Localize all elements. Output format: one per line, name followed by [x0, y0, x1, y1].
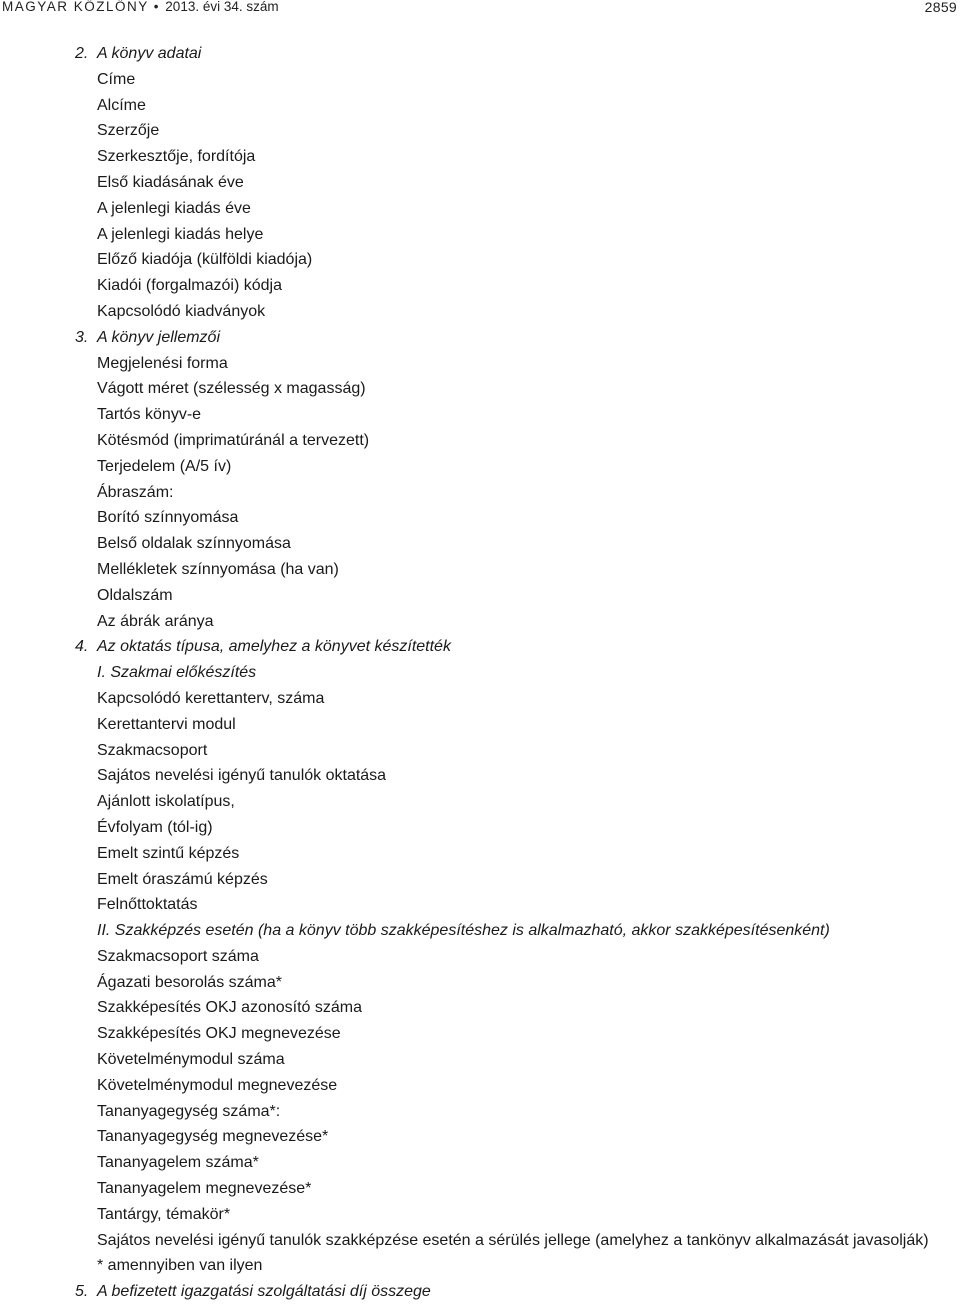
field-label: Mellékletek színnyomása (ha van) [97, 560, 339, 578]
field-label: Ajánlott iskolatípus, [97, 793, 235, 811]
section-heading [75, 918, 955, 944]
field-label: Kapcsolódó kerettanterv, száma [97, 689, 325, 707]
section-number: 2. [75, 45, 89, 62]
section-title: I. Szakmai előkészítés [97, 664, 257, 682]
field-label: Emelt szintű képzés [97, 844, 240, 862]
field-label: Követelménymodul megnevezése [97, 1076, 338, 1094]
field-label: Szakmacsoport száma [97, 947, 259, 965]
field-label: Borító színnyomása [97, 509, 239, 527]
field-label: Tartós könyv-e [97, 406, 202, 424]
field-label: Belső oldalak színnyomása [97, 535, 291, 553]
field-label: Vágott méret (szélesség x magasság) [97, 380, 366, 398]
bullet-separator: • [153, 0, 161, 14]
section-title: II. Szakképzés esetén (ha a könyv több szakképesítéshez is alkalmazható, akkor szakképesítésenként) [97, 922, 830, 940]
field-label: Szakképesítés OKJ megnevezése [97, 1025, 341, 1043]
field-label: Emelt óraszámú képzés [97, 870, 268, 888]
section-number: 5. [75, 1283, 89, 1301]
section-heading [75, 634, 955, 660]
document-body [75, 41, 955, 1305]
field-label: Terjedelem (A/5 ív) [97, 457, 232, 475]
field-label: Címe [97, 70, 136, 88]
field-label: Szerzője [97, 122, 160, 140]
field-label: Oldalszám [97, 586, 173, 604]
field-label: Szerkesztője, fordítója [97, 148, 256, 166]
section-number: 3. [75, 328, 89, 346]
page-header [0, 0, 960, 16]
field-label: Szakmacsoport [97, 741, 208, 759]
section-title: Az oktatás típusa, amelyhez a könyvet készítették [97, 638, 451, 656]
section-title: A befizetett igazgatási szolgáltatási díj összege [97, 1283, 431, 1301]
field-label: Alcíme [97, 96, 146, 114]
field-label: Kiadói (forgalmazói) kódja [97, 277, 282, 295]
field-label: Első kiadásának éve [97, 173, 244, 191]
field-label: A jelenlegi kiadás helye [97, 225, 264, 243]
field-label: Sajátos nevelési igényű tanulók szakképzése esetén a sérülés jellege (amelyhez a tankönyv alkalmazását javasolják) [97, 1231, 929, 1249]
field-label: Évfolyam (tól-ig) [97, 818, 213, 836]
field-label: Tananyagegység száma*: [97, 1102, 281, 1120]
field-label: Tananyagelem megnevezése* [97, 1180, 312, 1198]
field-label: Felnőttoktatás [97, 896, 198, 914]
running-head [2, 0, 279, 14]
page-number: 2859 [924, 0, 957, 15]
field-label: Tananyagelem száma* [97, 1154, 259, 1172]
section-title: A könyv jellemzői [97, 328, 221, 346]
field-label: Ábraszám: [97, 483, 174, 501]
field-label: Az ábrák aránya [97, 612, 214, 630]
field-label: A jelenlegi kiadás éve [97, 199, 251, 217]
field-label: Kerettantervi modul [97, 715, 236, 733]
field-label: Szakképesítés OKJ azonosító száma [97, 999, 363, 1017]
journal-title: MAGYAR KÖZLÖNY [2, 0, 149, 14]
section-number: 4. [75, 638, 89, 656]
section-heading [75, 1279, 955, 1305]
field-label: Tantárgy, témakör* [97, 1205, 231, 1223]
section-title: A könyv adatai [97, 45, 202, 62]
field-label: Követelménymodul száma [97, 1051, 285, 1069]
field-label: Ágazati besorolás száma* [97, 973, 282, 991]
field-label: Sajátos nevelési igényű tanulók oktatása [97, 767, 387, 785]
field-label: Tananyagegység megnevezése* [97, 1128, 329, 1146]
section-heading [75, 660, 955, 686]
issue-date: 2013. évi 34. szám [165, 0, 279, 14]
field-label: * amennyiben van ilyen [97, 1257, 263, 1275]
field-label: Kötésmód (imprimatúránál a tervezett) [97, 431, 370, 449]
field-label: Előző kiadója (külföldi kiadója) [97, 251, 313, 269]
field-label: Megjelenési forma [97, 354, 228, 372]
section-heading [75, 325, 955, 351]
field-label: Kapcsolódó kiadványok [97, 302, 266, 320]
section-heading [75, 41, 955, 67]
